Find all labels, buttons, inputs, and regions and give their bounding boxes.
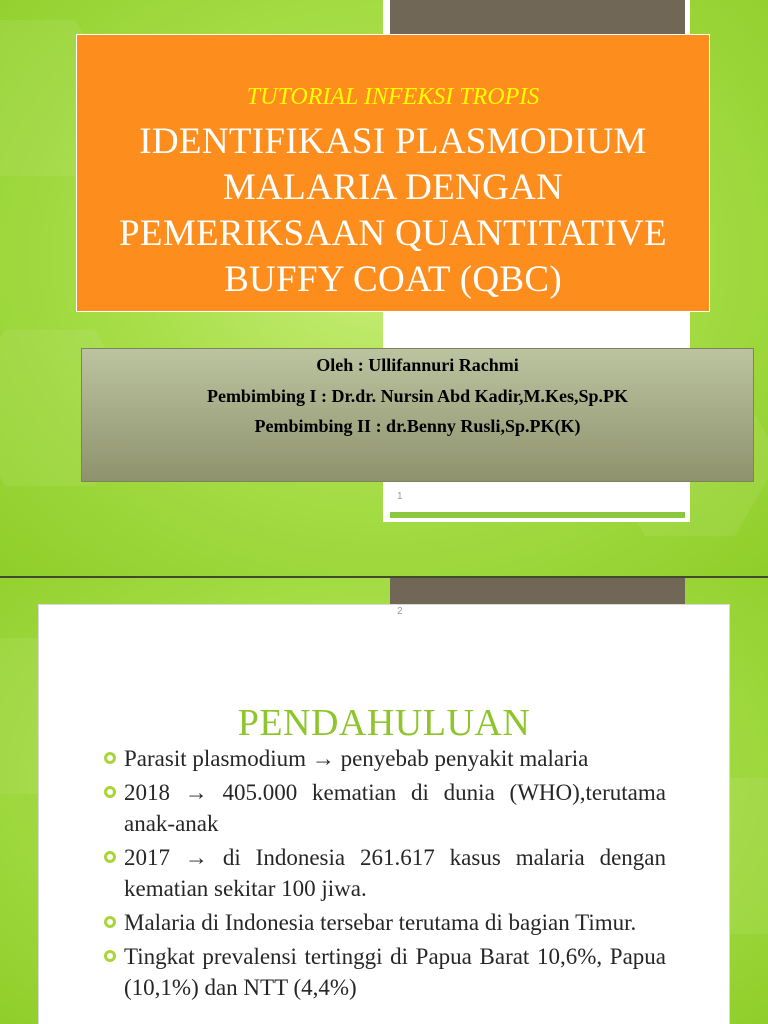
author-box xyxy=(81,348,754,482)
list-item xyxy=(86,907,666,938)
list-item-text: 2017 → di Indonesia 261.617 kasus malaria dengan kematian sekitar 100 jiwa. xyxy=(124,845,666,901)
author-line: Oleh : Ullifannuri Rachmi xyxy=(316,355,519,375)
list-item-text: Malaria di Indonesia tersebar terutama di bagian Timur. xyxy=(124,910,637,935)
green-accent-bar xyxy=(390,512,685,518)
list-item xyxy=(86,842,666,904)
ring-bullet-icon xyxy=(104,786,116,798)
list-item-text: Parasit plasmodium → penyebab penyakit malaria xyxy=(124,746,589,771)
slide-title: IDENTIFIKASI PLASMODIUM MALARIA DENGAN PEMERIKSAAN QUANTITATIVE BUFFY COAT (QBC) xyxy=(119,121,667,300)
ring-bullet-icon xyxy=(104,916,116,928)
supervisor-2-line: Pembimbing II : dr.Benny Rusli,Sp.PK(K) xyxy=(254,416,581,436)
page-number: 2 xyxy=(397,606,403,617)
title-box xyxy=(76,34,710,312)
list-item-text: Tingkat prevalensi tertinggi di Papua Barat 10,6%, Papua (10,1%) dan NTT (4,4%) xyxy=(124,944,666,1000)
slide-subtitle: TUTORIAL INFEKSI TROPIS xyxy=(246,84,540,110)
ring-bullet-icon xyxy=(104,851,116,863)
ring-bullet-icon xyxy=(104,752,116,764)
list-item xyxy=(86,743,666,774)
list-item-text: 2018 → 405.000 kematian di dunia (WHO),terutama anak-anak xyxy=(124,780,666,836)
slide-2 xyxy=(0,578,768,1024)
page-number: 1 xyxy=(397,491,403,502)
section-heading: PENDAHULUAN xyxy=(237,702,531,744)
supervisor-1-line: Pembimbing I : Dr.dr. Nursin Abd Kadir,M.Kes,Sp.PK xyxy=(206,386,629,406)
list-item xyxy=(86,941,666,1003)
bullet-list xyxy=(86,743,666,1006)
list-item xyxy=(86,777,666,839)
ring-bullet-icon xyxy=(104,950,116,962)
